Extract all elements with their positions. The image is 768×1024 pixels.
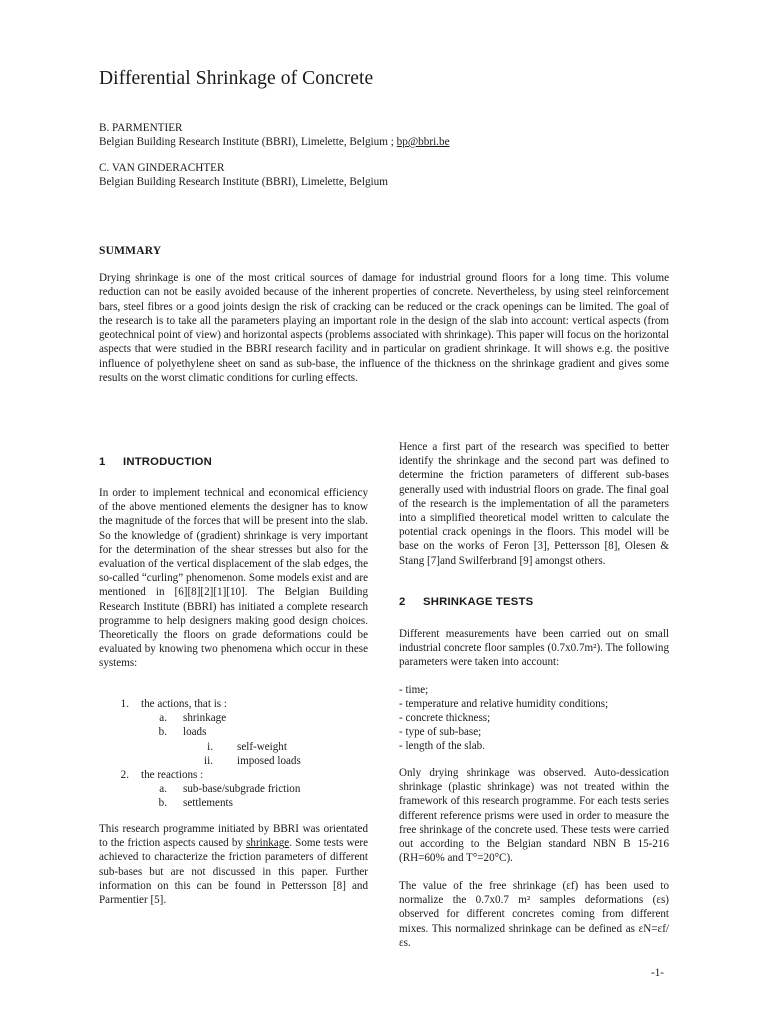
list-item: 2. the reactions : (120, 768, 204, 781)
section-2-paragraph-3: The value of the free shrinkage (εf) has been used to normalize the 0.7x0.7 m² samples deformations (εs) observed for different concretes coming from different mixes. This normalized shrinkage can be defined as εN=εf/εs. (399, 880, 669, 949)
section-2-paragraph-2: Only drying shrinkage was observed. Auto-dessication shrinkage (plastic shrinkage) was not treated within the framework of this research programme. For each tests series different reference prisms were used in order to measure the free shrinkage of the concrete used. These tests were carried out according to the Belgian standard NBN B 15-216 (RH=60% and T°=20°C). (399, 767, 669, 865)
author-block-1 (99, 121, 450, 149)
list-item: ii. imposed loads (204, 754, 301, 767)
section-1-paragraph-1: In order to implement technical and economical efficiency of the above mentioned elements the designer has to know the magnitude of the forces that will be present into the slab. So the knowledge of (gradient) shrinkage is very important for the determination of the shear stresses but also for the evaluation of the vertical displacement of the slab edges, the so-called “curling” phenomenon. Some models exist and are mentioned in [6][8][2][1][10]. The Belgian Building Research Institute (BBRI) has initiated a complete research programme to help designers making good design choices. Theoretically the floors on grade deformations could be evaluated by knowing two phenomena which occur in these systems: (99, 487, 368, 670)
page-number: -1- (651, 967, 664, 979)
author-name: B. PARMENTIER (99, 122, 183, 134)
list-item: b. loads (158, 726, 207, 739)
section-2-heading: 2 SHRINKAGE TESTS (399, 596, 534, 608)
author-email-link[interactable]: bp@bbri.be (396, 136, 450, 148)
list-item: - temperature and relative humidity conditions; (399, 698, 609, 710)
author-block-2 (99, 161, 388, 189)
intro-continuation-paragraph: Hence a first part of the research was specified to better identify the shrinkage and the second part was defined to determine the friction parameters of different sub-bases generally used with industrial floors on grade. The final goal of the research is the implementation of all the parameters into a simplified theoretical model written to calculate the potential crack openings in the floors. This model will be base on the works of Feron [3], Pettersson [8], Olesen & Stang [7]and Swilferbrand [9] amongst others. (399, 441, 669, 567)
summary-text: Drying shrinkage is one of the most critical sources of damage for industrial ground floors for a long time. This volume reduction can not be easily avoided because of the inherent properties of concrete. Nevertheless, by using steel reinforcement bars, steel fibres or a good joints design the risk of cracking can be reduced or the crack openings can be limited. The goal of the research is to take all the parameters playing an important role in the design of the slab into account: vertical aspects (from geotechnical point of view) and horizontal aspects (problems associated with shrinkage). This paper will focus on the horizontal aspects that were studied in the BBRI research facility and in particular on gradient shrinkage. It will shows e.g. the positive influence of polyethylene sheet on sand as sub-base, the influence of the thickness on the shrinkage gradient and gives some results on the worst climatic conditions for curling effects. (99, 272, 669, 385)
list-item: b. settlements (158, 797, 233, 810)
paper-title: Differential Shrinkage of Concrete (99, 68, 374, 89)
parameters-list (399, 683, 608, 753)
actions-reactions-list (99, 697, 368, 811)
list-item: - length of the slab. (399, 740, 485, 752)
author-affiliation: Belgian Building Research Institute (BBRI), Limelette, Belgium (99, 176, 388, 188)
list-item: 1. the actions, that is : (120, 698, 227, 710)
section-1-paragraph-2: This research programme initiated by BBRI was orientated to the friction aspects caused by shrinkage. Some tests were achieved to characterize the friction parameters of different sub-bases but are not discussed in this paper. Further information on this can be found in Pettersson [8] and Parmentier [5]. (99, 823, 368, 907)
list-item: - time; (399, 684, 429, 696)
list-item: - concrete thickness; (399, 712, 491, 724)
list-item: a. shrinkage (159, 712, 227, 725)
list-item: a. sub-base/subgrade friction (159, 783, 301, 796)
shrinkage-link[interactable]: shrinkage (246, 837, 290, 850)
section-2-paragraph-1: Different measurements have been carried out on small industrial concrete floor samples (0.7x0.7m²). The following parameters were taken into account: (399, 628, 669, 669)
list-item: - type of sub-base; (399, 726, 482, 738)
list-item: i. self-weight (207, 740, 287, 753)
section-1-heading: 1 INTRODUCTION (99, 456, 213, 468)
author-name: C. VAN GINDERACHTER (99, 162, 225, 174)
author-affiliation: Belgian Building Research Institute (BBRI), Limelette, Belgium ; bp@bbri.be (99, 136, 450, 148)
summary-heading: SUMMARY (99, 245, 162, 257)
